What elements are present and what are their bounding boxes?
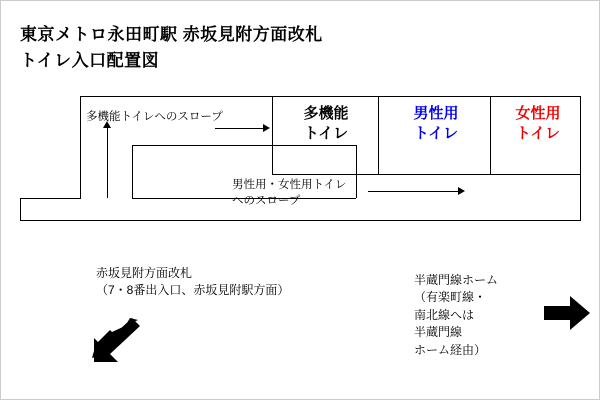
room-label-womens [500,104,576,145]
caption-gate-line2: （7・8番出入口、赤坂見附駅方面） [96,283,290,298]
caption-platform-line5: ホーム経由） [414,342,487,357]
room-label-mens [388,104,484,145]
room-label-multipurpose-line1: 多機能 [303,105,349,122]
partition-multipurpose-left [272,96,273,174]
annotation-slope-mens-womens-line2: へのスロープ [232,194,301,207]
wall-left-vertical [80,96,81,199]
arrow-right-multipurpose-icon [263,124,270,132]
annotation-slope-mens-womens [232,178,346,209]
caption-platform-line3: 南北線へは [414,307,475,322]
slope-channel-right [356,145,357,198]
arrow-right-icon [544,296,592,335]
slope-channel-left [132,145,133,198]
arrow-right-mens-icon [458,187,465,195]
arrow-shaft-right-multipurpose [215,128,263,129]
wall-right-outer [580,96,581,221]
room-label-womens-line2: トイレ [515,125,561,143]
page-title-line1: 東京メトロ永田町駅 赤坂見附方面改札 [20,25,323,44]
arrow-shaft-right-mens [368,191,458,192]
caption-gate [96,265,289,300]
partition-mens-womens [490,96,491,174]
wall-left-step [20,198,80,199]
annotation-slope-mens-womens-line1: 男性用・女性用トイレ [232,179,347,191]
annotation-slope-multipurpose: 多機能トイレへのスロープ [86,111,223,123]
arrow-shaft-up [107,128,108,198]
page-title-line2: トイレ入口配置図 [20,51,160,70]
wall-top [80,96,580,97]
room-label-mens-line1: 男性用 [413,105,459,122]
wall-left-outer [20,198,21,221]
arrow-down-left-icon [90,318,142,369]
caption-gate-line1: 赤坂見附方面改札 [96,266,193,280]
partition-multipurpose-mens [378,96,379,174]
caption-platform-line1: 半蔵門線ホーム [414,273,499,287]
caption-platform-line4: 半蔵門線 [414,325,463,340]
caption-platform [414,272,498,359]
room-label-multipurpose [282,104,370,145]
wall-bottom [20,220,580,221]
room-label-multipurpose-line2: トイレ [303,125,349,143]
room-label-mens-line2: トイレ [413,125,459,143]
slope-channel-top [132,145,356,146]
caption-platform-line2: （有楽町線・ [414,290,487,305]
room-label-womens-line1: 女性用 [515,105,561,122]
wall-mid-bottom [272,174,580,175]
